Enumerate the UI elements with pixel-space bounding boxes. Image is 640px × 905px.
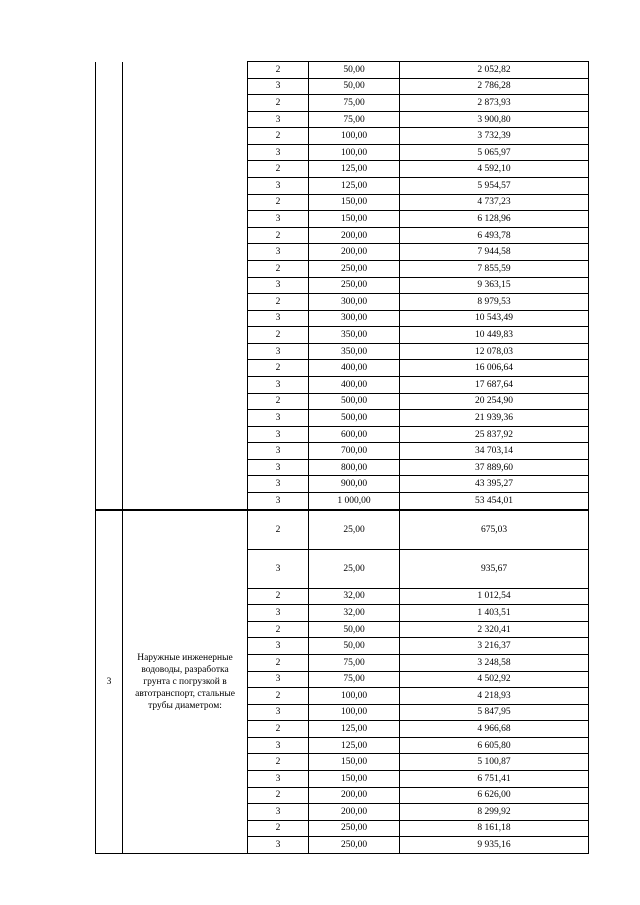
price-cell: 7 855,59	[400, 260, 589, 277]
diameter-cell: 250,00	[309, 277, 400, 294]
price-cell: 3 216,37	[400, 638, 589, 655]
group-cell: 2	[248, 754, 309, 771]
group-cell: 2	[248, 294, 309, 311]
group-cell: 3	[248, 476, 309, 493]
diameter-cell: 32,00	[309, 605, 400, 622]
group-cell: 3	[248, 804, 309, 821]
group-cell: 3	[248, 671, 309, 688]
diameter-cell: 125,00	[309, 737, 400, 754]
group-cell: 3	[248, 178, 309, 195]
price-cell: 5 100,87	[400, 754, 589, 771]
diameter-cell: 125,00	[309, 178, 400, 195]
group-cell: 3	[248, 244, 309, 261]
group-cell: 2	[248, 62, 309, 79]
table-row	[96, 510, 589, 550]
group-cell: 3	[248, 211, 309, 228]
group-cell: 3	[248, 343, 309, 360]
price-cell: 8 979,53	[400, 294, 589, 311]
price-cell: 16 006,64	[400, 360, 589, 377]
diameter-cell: 200,00	[309, 787, 400, 804]
price-cell: 43 395,27	[400, 476, 589, 493]
table-row	[96, 62, 589, 79]
group-cell: 3	[248, 837, 309, 854]
price-cell: 5 065,97	[400, 144, 589, 161]
group-cell: 3	[248, 277, 309, 294]
diameter-cell: 100,00	[309, 688, 400, 705]
group-cell: 2	[248, 95, 309, 112]
price-cell: 34 703,14	[400, 443, 589, 460]
diameter-cell: 125,00	[309, 721, 400, 738]
group-cell: 2	[248, 510, 309, 550]
group-cell: 2	[248, 588, 309, 605]
price-cell: 2 786,28	[400, 78, 589, 95]
group-cell: 3	[248, 638, 309, 655]
diameter-cell: 150,00	[309, 770, 400, 787]
price-cell: 4 737,23	[400, 194, 589, 211]
price-cell: 2 052,82	[400, 62, 589, 79]
price-cell: 2 873,93	[400, 95, 589, 112]
diameter-cell: 400,00	[309, 360, 400, 377]
diameter-cell: 32,00	[309, 588, 400, 605]
price-cell: 21 939,36	[400, 410, 589, 427]
group-cell: 2	[248, 654, 309, 671]
diameter-cell: 250,00	[309, 260, 400, 277]
group-cell: 2	[248, 227, 309, 244]
price-cell: 9 935,16	[400, 837, 589, 854]
diameter-cell: 300,00	[309, 310, 400, 327]
diameter-cell: 900,00	[309, 476, 400, 493]
price-cell: 6 128,96	[400, 211, 589, 228]
diameter-cell: 500,00	[309, 410, 400, 427]
diameter-cell: 200,00	[309, 804, 400, 821]
group-cell: 2	[248, 393, 309, 410]
diameter-cell: 200,00	[309, 227, 400, 244]
price-cell: 6 626,00	[400, 787, 589, 804]
group-cell: 3	[248, 443, 309, 460]
group-cell: 2	[248, 787, 309, 804]
group-cell: 2	[248, 820, 309, 837]
price-cell: 8 299,92	[400, 804, 589, 821]
group-cell: 2	[248, 621, 309, 638]
diameter-cell: 75,00	[309, 95, 400, 112]
price-cell: 20 254,90	[400, 393, 589, 410]
diameter-cell: 100,00	[309, 144, 400, 161]
price-cell: 7 944,58	[400, 244, 589, 261]
group-cell: 2	[248, 161, 309, 178]
price-cell: 1 012,54	[400, 588, 589, 605]
price-cell: 5 847,95	[400, 704, 589, 721]
price-table	[95, 61, 589, 854]
price-cell: 6 605,80	[400, 737, 589, 754]
group-cell: 2	[248, 327, 309, 344]
price-table-body	[96, 62, 589, 854]
section-number-cell: 3	[96, 510, 123, 854]
price-cell: 10 449,83	[400, 327, 589, 344]
price-cell: 6 493,78	[400, 227, 589, 244]
diameter-cell: 150,00	[309, 754, 400, 771]
group-cell: 2	[248, 128, 309, 145]
price-cell: 17 687,64	[400, 376, 589, 393]
diameter-cell: 100,00	[309, 704, 400, 721]
price-cell: 4 502,92	[400, 671, 589, 688]
price-cell: 675,03	[400, 510, 589, 550]
group-cell: 2	[248, 721, 309, 738]
group-cell: 3	[248, 493, 309, 510]
diameter-cell: 250,00	[309, 837, 400, 854]
price-cell: 12 078,03	[400, 343, 589, 360]
price-cell: 9 363,15	[400, 277, 589, 294]
section-description-cell	[123, 62, 248, 510]
price-cell: 935,67	[400, 549, 589, 588]
diameter-cell: 1 000,00	[309, 493, 400, 510]
diameter-cell: 700,00	[309, 443, 400, 460]
diameter-cell: 25,00	[309, 549, 400, 588]
price-cell: 3 732,39	[400, 128, 589, 145]
diameter-cell: 350,00	[309, 343, 400, 360]
group-cell: 3	[248, 770, 309, 787]
diameter-cell: 75,00	[309, 111, 400, 128]
price-cell: 8 161,18	[400, 820, 589, 837]
diameter-cell: 350,00	[309, 327, 400, 344]
diameter-cell: 75,00	[309, 671, 400, 688]
diameter-cell: 100,00	[309, 128, 400, 145]
group-cell: 3	[248, 737, 309, 754]
price-cell: 5 954,57	[400, 178, 589, 195]
section-number-cell	[96, 62, 123, 510]
price-cell: 3 248,58	[400, 654, 589, 671]
group-cell: 2	[248, 260, 309, 277]
price-cell: 10 543,49	[400, 310, 589, 327]
diameter-cell: 600,00	[309, 426, 400, 443]
diameter-cell: 250,00	[309, 820, 400, 837]
group-cell: 3	[248, 310, 309, 327]
group-cell: 3	[248, 111, 309, 128]
diameter-cell: 500,00	[309, 393, 400, 410]
diameter-cell: 25,00	[309, 510, 400, 550]
section-description-cell: Наружные инженерные водоводы, разработка грунта с погрузкой в автотранспорт, стальные трубы диаметром:	[123, 510, 248, 854]
price-cell: 3 900,80	[400, 111, 589, 128]
diameter-cell: 125,00	[309, 161, 400, 178]
price-cell: 4 966,68	[400, 721, 589, 738]
group-cell: 3	[248, 704, 309, 721]
group-cell: 3	[248, 410, 309, 427]
diameter-cell: 150,00	[309, 211, 400, 228]
price-cell: 2 320,41	[400, 621, 589, 638]
group-cell: 3	[248, 376, 309, 393]
group-cell: 3	[248, 459, 309, 476]
diameter-cell: 50,00	[309, 621, 400, 638]
group-cell: 3	[248, 144, 309, 161]
diameter-cell: 200,00	[309, 244, 400, 261]
group-cell: 2	[248, 688, 309, 705]
diameter-cell: 400,00	[309, 376, 400, 393]
diameter-cell: 50,00	[309, 78, 400, 95]
group-cell: 2	[248, 194, 309, 211]
diameter-cell: 50,00	[309, 638, 400, 655]
diameter-cell: 75,00	[309, 654, 400, 671]
group-cell: 3	[248, 426, 309, 443]
price-cell: 6 751,41	[400, 770, 589, 787]
diameter-cell: 300,00	[309, 294, 400, 311]
diameter-cell: 800,00	[309, 459, 400, 476]
diameter-cell: 50,00	[309, 62, 400, 79]
price-cell: 53 454,01	[400, 493, 589, 510]
diameter-cell: 150,00	[309, 194, 400, 211]
group-cell: 3	[248, 549, 309, 588]
group-cell: 2	[248, 360, 309, 377]
price-cell: 4 218,93	[400, 688, 589, 705]
group-cell: 3	[248, 78, 309, 95]
price-cell: 1 403,51	[400, 605, 589, 622]
price-cell: 4 592,10	[400, 161, 589, 178]
price-cell: 37 889,60	[400, 459, 589, 476]
price-cell: 25 837,92	[400, 426, 589, 443]
group-cell: 3	[248, 605, 309, 622]
